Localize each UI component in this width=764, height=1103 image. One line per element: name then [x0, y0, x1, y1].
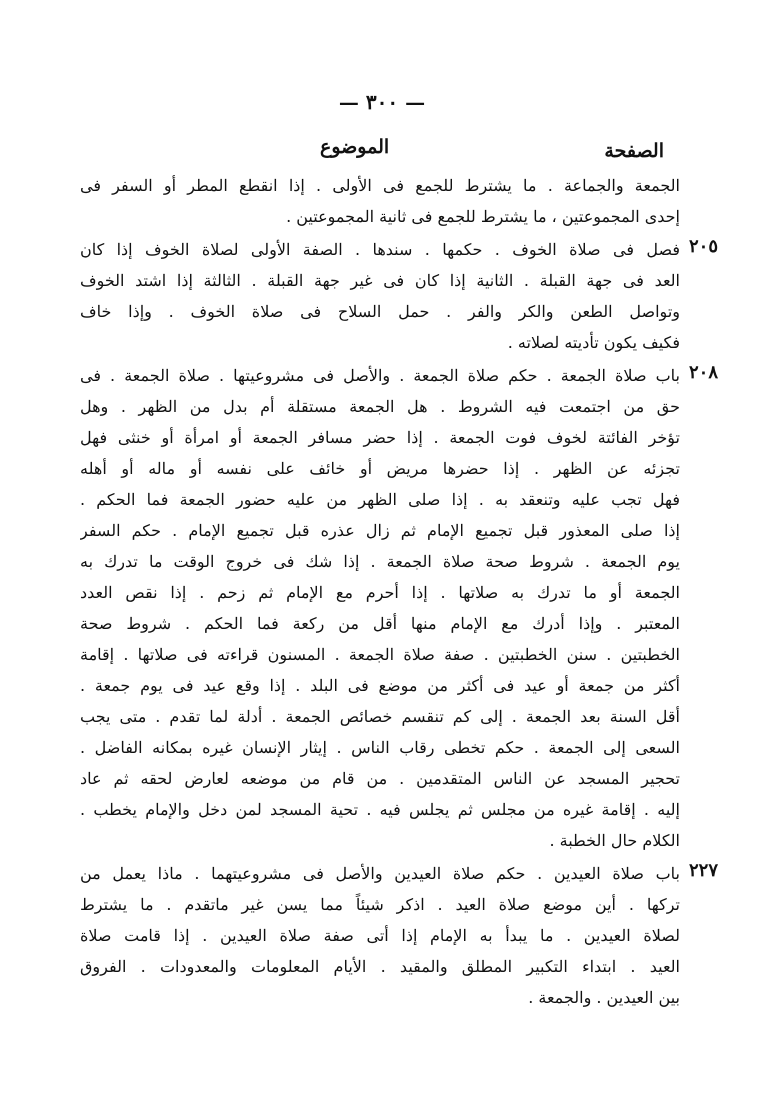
toc-entry: [80, 170, 680, 232]
toc-entry-line: فكيف يكون تأديته لصلاته .: [507, 333, 680, 352]
toc-entry-line: بين العيدين . والجمعة .: [528, 988, 680, 1007]
toc-entry-line: تجزئه عن الظهر . إذا حضرها مريض أو خائف على نفسه أو ماله أو أهله: [80, 459, 680, 478]
toc-entry-line: الخطبتين . سنن الخطبتين . صفة صلاة الجمعة . المسنون قراءته فى صلاتها . إقامة: [80, 645, 680, 664]
toc-entry-line: تحجير المسجد عن الناس المتقدمين . من قام من موضعه لعارض لحقه ثم عاد: [80, 769, 680, 788]
toc-entry: [80, 360, 718, 856]
toc-entry-line: الكلام حال الخطبة .: [549, 831, 680, 850]
toc-entry-line: وتواصل الطعن والكر والفر . حمل السلاح فى صلاة الخوف . وإذا خاف: [80, 302, 680, 321]
toc-entry-line: لصلاة العيدين . ما يبدأ به الإمام إذا أتى صفة صلاة العيدين . إذا قامت صلاة: [80, 926, 680, 945]
toc-entry: [80, 858, 718, 1013]
toc-entry-line: إليه . إقامة غيره من مجلس ثم يجلس فيه . تحية المسجد لمن دخل والإمام يخطب .: [80, 800, 680, 819]
toc-entries: [80, 170, 718, 1015]
toc-entry-line: أكثر من جمعة أو عيد فى أكثر من موضع فى البلد . إذا وقع عيد فى يوم جمعة .: [80, 676, 680, 695]
toc-entry-line: العيد . ابتداء التكبير المطلق والمقيد . الأيام المعلومات والمعدودات . الفروق: [80, 957, 680, 976]
toc-entry-line: يوم الجمعة . شروط صحة صلاة الجمعة . إذا شك فى خروج الوقت ما تدرك به: [80, 552, 680, 571]
toc-entry-line: باب صلاة العيدين . حكم صلاة العيدين والأصل فى مشروعيتهما . ماذا يعمل من: [80, 864, 680, 883]
toc-entry-line: إذا صلى المعذور قبل تجميع الإمام ثم زال عذره قبل تجميع الإمام . حكم السفر: [80, 521, 680, 540]
toc-entry: [80, 234, 718, 358]
toc-entry-line: تركها . أين موضع صلاة العيد . اذكر شيئاً مما يسن غير ماتقدم . ما يشترط: [80, 895, 680, 914]
toc-entry-line: تؤخر الفائتة لخوف فوت الجمعة . إذا حضر مسافر الجمعة أو امرأة أو خنثى فهل: [80, 428, 680, 447]
toc-entry-line: حق من اجتمعت فيه الشروط . هل الجمعة مستقلة أم بدل من الظهر . وهل: [80, 397, 680, 416]
toc-entry-line: الجمعة أو ما تدرك به صلاتها . إذا أحرم مع الإمام ثم زحم . إذا نقص العدد: [80, 583, 680, 602]
toc-entry-line: الجمعة والجماعة . ما يشترط للجمع فى الأولى . إذا انقطع المطر أو السفر فى: [80, 176, 680, 195]
toc-entry-line: أقل السنة بعد الجمعة . إلى كم تنقسم خصائص الجمعة . أدلة لما تقدم . متى يجب: [80, 707, 680, 726]
toc-entry-line: فصل فى صلاة الخوف . حكمها . سندها . الصفة الأولى لصلاة الخوف إذا كان: [80, 240, 680, 259]
toc-entry-page-number: ٢٠٥: [688, 236, 718, 257]
toc-entry-line: إحدى المجموعتين ، ما يشترط للجمع فى ثانية المجموعتين .: [286, 207, 680, 226]
toc-entry-line: العد فى جهة القبلة . الثانية إذا كان فى غير جهة القبلة . الثالثة إذا اشتد الخوف: [80, 271, 680, 290]
page-number: — ٣٠٠ —: [338, 90, 426, 114]
toc-entry-line: باب صلاة الجمعة . حكم صلاة الجمعة . والأصل فى مشروعيتها . صلاة الجمعة . فى: [80, 366, 680, 385]
toc-entry-line: المعتبر . وإذا أدرك مع الإمام منها أقل من ركعة فما الحكم . شروط صحة: [80, 614, 680, 633]
column-header-topic: الموضوع: [320, 136, 390, 158]
toc-entry-line: فهل تجب عليه وتنعقد به . إذا صلى الظهر من عليه حضور الجمعة فما الحكم .: [80, 490, 680, 509]
toc-entry-page-number: ٢٠٨: [688, 362, 718, 383]
toc-entry-line: السعى إلى الجمعة . حكم تخطى رقاب الناس . إيثار الإنسان غيره بمكانه الفاضل .: [80, 738, 680, 757]
toc-entry-page-number: ٢٢٧: [688, 860, 718, 881]
column-header-page: الصفحة: [604, 140, 664, 162]
